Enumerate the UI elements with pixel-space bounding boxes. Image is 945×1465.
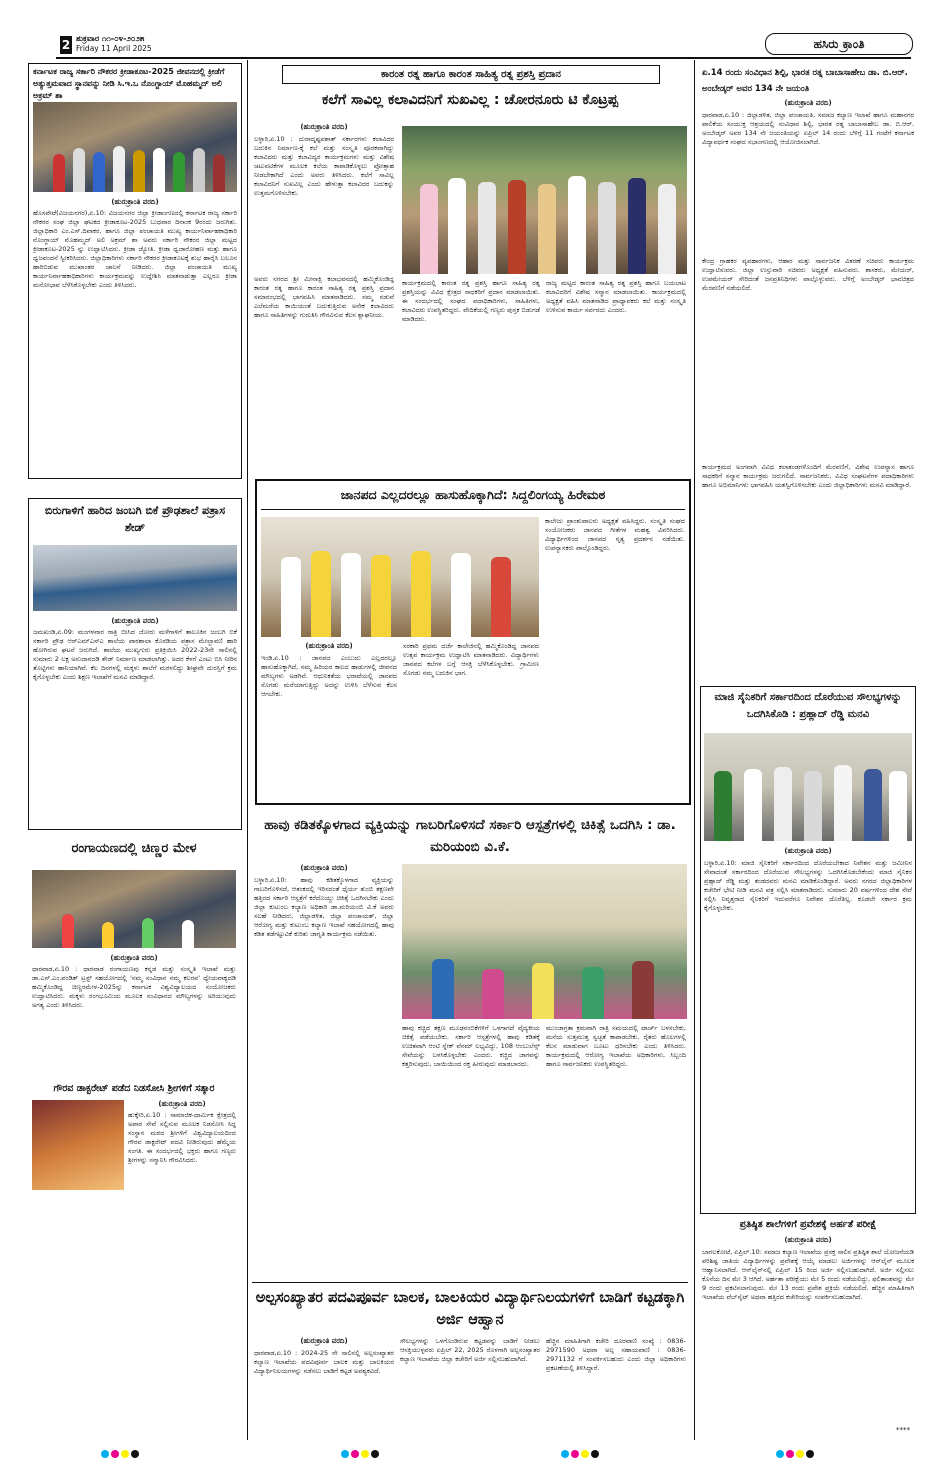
center-divider xyxy=(252,1282,688,1283)
headline-rule xyxy=(261,509,685,510)
cyan-mark xyxy=(561,1450,569,1458)
credit: (ಹುರುಕ್ರಾಂತಿ ವರದಿ) xyxy=(111,617,159,625)
body-4: ರಾಜ್ಯ ಮಟ್ಟದ ಕಾರಂತ ಸಾಹಿತ್ಯ ರತ್ನ ಪ್ರಶಸ್ತಿ ಹಾಗೂ ಬಯಲಾಟ ಕಲಾವಿದರಿಗೆ ವಿಶೇಷ ಸನ್ಮಾನ ಮಾಡಲಾಯಿತು. ಕಾರ್ಯಕ್ರಮದಲ್ಲಿ ಅಧ್ಯಕ್ಷತೆ ವಹಿಸಿ ಮಾತನಾಡಿದ ಪ್ರಾಧ್ಯಾಪಕರು ಕಲೆ ಮತ್ತು ಸಂಸ್ಕೃತಿ ಉಳಿಸುವ ಕಾರ್ಯ ಸರ್ವರದು ಎಂದರು. xyxy=(546,279,686,314)
article-snake-bite xyxy=(252,812,688,1282)
magenta-mark xyxy=(111,1450,119,1458)
credit: (ಹುರುಕ್ರಾಂತಿ ವರದಿ) xyxy=(158,1100,206,1108)
credit: (ಹುರುಕ್ರಾಂತಿ ವರದಿ) xyxy=(300,123,348,131)
photo-damaged-shed xyxy=(33,545,237,611)
body-1: ಇಂಡಿ,ಏ.10 : ಜಾನಪದ ಎಂಬುದು ಎಲ್ಲದರಲ್ಲೂ ಹಾಸುಹೊಕ್ಕಾಗಿದೆ, ನಮ್ಮ ಹಿರಿಯರ ಕಾಲದ ಹಾಡುಗಳಲ್ಲಿ ಜೀವನದ ಮೌಲ್ಯಗಳು ಅಡಗಿವೆ. ಆಧುನಿಕತೆಯ ಭರಾಟೆಯಲ್ಲಿ ಜಾನಪದ ಸೊಗಡು ಮರೆಯಾಗುತ್ತಿದ್ದು ಅದನ್ನು ಉಳಿಸಿ ಬೆಳೆಸುವ ಕೆಲಸ ಆಗಬೇಕು. xyxy=(261,654,397,698)
end-mark: **** xyxy=(896,1426,910,1434)
headline: ಮಾಜಿ ಸೈನಿಕರಿಗೆ ಸರ್ಕಾರದಿಂದ ದೊರೆಯುವ ಸೌಲಭ್ಯಗಳನ್ನು ಒದಗಿಸಿಕೊಡಿ : ಪ್ರಹ್ಲಾದ್ ರೆಡ್ಡಿ ಮನವಿ xyxy=(714,692,902,720)
body-3: ಹೆಚ್ಚಿನ ಮಾಹಿತಿಗಾಗಿ ಕಚೇರಿ ದೂರವಾಣಿ ಸಂಖ್ಯೆ : 0836-2971590 ಅಥವಾ ಅಲ್ಪ ಸಹಾಯವಾಣಿ : 0836-2971132 ಗೆ ಸಂಪರ್ಕಿಸಬಹುದು ಎಂದು ಜಿಲ್ಲಾ ಅಧಿಕಾರಿಗಳು ಪ್ರಕಟಣೆಯಲ್ಲಿ ತಿಳಿಸಿದ್ದಾರೆ. xyxy=(546,1337,686,1372)
date-english: Friday 11 April 2025 xyxy=(76,44,152,53)
column-rule-right xyxy=(694,60,695,1440)
article-ex-servicemen xyxy=(700,686,916,1214)
yellow-mark xyxy=(121,1450,129,1458)
body: ಬಾಗಲಕೋಟೆ, ಏಪ್ರಿಲ್.10: ಸಮಾಜ ಕಲ್ಯಾಣ ಇಲಾಖೆಯ ಪ್ರಸಕ್ತ ಸಾಲಿನ ಪ್ರತಿಷ್ಠಿತ ಶಾಲೆ ಯೋಜನೆಯಡಿ ಪರಿಶಿಷ್ಟ ಜಾತಿಯ ವಿದ್ಯಾರ್ಥಿಗಳನ್ನು ಪ್ರವೇಶಕ್ಕೆ ಆಯ್ಕೆ ಮಾಡಲು ಅರ್ಜಿಗಳನ್ನು ಆನ್‌ಲೈನ್ ಮೂಲಕ ಆಹ್ವಾನಿಸಲಾಗಿದೆ. ಆನ್‌ಲೈನ್‌ನಲ್ಲಿ ಏಪ್ರಿಲ್ 15 ರಿಂದ ಅರ್ಜಿ ಸಲ್ಲಿಸಬಹುದಾಗಿದೆ. ಅರ್ಜಿ ಸಲ್ಲಿಸಲು ಕೊನೆಯ ದಿನ ಮೇ 3 ಆಗಿದೆ. ಅರ್ಹತಾ ಪರೀಕ್ಷೆಯು ಮೇ 5 ರಂದು ನಡೆಯಲಿದ್ದು, ಫಲಿತಾಂಶವನ್ನು ಮೇ 9 ರಂದು ಪ್ರಕಟಿಸಲಾಗುವುದು. ಮೇ 13 ರಂದು ಪ್ರವೇಶ ಪ್ರಕ್ರಿಯೆ ನಡೆಯಲಿದೆ. ಹೆಚ್ಚಿನ ಮಾಹಿತಿಗಾಗಿ ಇಲಾಖೆಯ ವೆಬ್‌ಸೈಟ್ ಅಥವಾ ಹತ್ತಿರದ ಕಚೇರಿಯನ್ನು ಸಂಪರ್ಕಿಸಬಹುದಾಗಿದೆ. xyxy=(702,1248,914,1301)
photo-award-stage xyxy=(402,126,687,274)
page-number: 2 xyxy=(61,38,71,52)
body-1: ಧಾರವಾಡ,ಏ.10 : ಜಿಲ್ಲಾಡಳಿತ, ಜಿಲ್ಲಾ ಪಂಚಾಯತಿ, ಸಮಾಜ ಕಲ್ಯಾಣ ಇಲಾಖೆ ಹಾಗೂ ಮಹಾನಗರ ಪಾಲಿಕೆಯ ಸಂಯುಕ್ತ ಆಶ್ರಯದಲ್ಲಿ ಸಂವಿಧಾನ ಶಿಲ್ಪಿ, ಭಾರತ ರತ್ನ ಬಾಬಾಸಾಹೇಬ ಡಾ. ಬಿ.ಆರ್. ಅಂಬೇಡ್ಕರ್ ಅವರ 134 ನೇ ಜಯಂತಿಯನ್ನು ಏಪ್ರಿಲ್ 14 ರಂದು ಬೆಳಿಗ್ಗೆ 11 ಗಂಟೆಗೆ ಕರ್ನಾಟಕ ವಿದ್ಯಾವರ್ಧಕ ಸಂಘದ ಸಭಾಂಗಣದಲ್ಲಿ ಆಯೋಜಿಸಲಾಗಿದೆ. xyxy=(702,111,914,146)
body-2: ಕೇಂದ್ರ ಗ್ರಾಹಕರ ವ್ಯವಹಾರಗಳು, ಆಹಾರ ಮತ್ತು ಸಾರ್ವಜನಿಕ ವಿತರಣೆ ಸಚಿವರು ಕಾರ್ಯಕ್ರಮ ಉದ್ಘಾಟಿಸುವರು. ಜಿಲ್ಲಾ ಉಸ್ತುವಾರಿ ಸಚಿವರು ಅಧ್ಯಕ್ಷತೆ ವಹಿಸುವರು. ಶಾಸಕರು, ಮೇಯರ್, ಉಪಮೇಯರ್ ಸೇರಿದಂತೆ ಜನಪ್ರತಿನಿಧಿಗಳು ಪಾಲ್ಗೊಳ್ಳುವರು. ಬೆಳಿಗ್ಗೆ ಅಂಬೇಡ್ಕರ್ ಭಾವಚಿತ್ರದ ಮೆರವಣಿಗೆ ನಡೆಯಲಿದೆ. xyxy=(702,257,914,292)
credit: (ಹುರುಕ್ರಾಂತಿ ವರದಿ) xyxy=(784,1236,832,1244)
credit: (ಹುರುಕ್ರಾಂತಿ ವರದಿ) xyxy=(784,99,832,107)
headline: ಕಲೆಗೆ ಸಾವಿಲ್ಲ ಕಲಾವಿದನಿಗೆ ಸುಖವಿಲ್ಲ : ಚೋರನೂರು ಟಿ ಕೊಟ್ರಪ್ಪ xyxy=(322,92,618,108)
article-sports-meet xyxy=(28,63,242,479)
registration-marks-center xyxy=(340,1443,400,1453)
black-mark xyxy=(591,1450,599,1458)
body-3: ಕಾಲೇಜು ಪ್ರಾಂಶುಪಾಲರು ಅಧ್ಯಕ್ಷತೆ ವಹಿಸಿದ್ದರು. ಸಂಸ್ಕೃತಿ ಸಂಘದ ಸಂಯೋಜಕರು ಜಾನಪದ ಗೀತೆಗಳ ಮಹತ್ವ ವಿವರಿಸಿದರು. ವಿದ್ಯಾರ್ಥಿಗಳಿಂದ ಜಾನಪದ ನೃತ್ಯ ಪ್ರದರ್ಶನ ನಡೆಯಿತು. ಉಪನ್ಯಾಸಕರು ಪಾಲ್ಗೊಂಡಿದ್ದರು. xyxy=(545,517,685,552)
masthead: ಹಸಿರು ಕ್ರಾಂತಿ xyxy=(765,33,913,55)
headline: ಹಾವು ಕಡಿತಕ್ಕೊಳಗಾದ ವ್ಯಕ್ತಿಯನ್ನು ಗಾಬರಿಗೊಳಿಸದೆ ಸರ್ಕಾರಿ ಆಸ್ಪತ್ರೆಗಳಲ್ಲಿ ಚಿಕಿತ್ಸೆ ಒದಗಿಸಿ : ಡಾ. ಮರಿಯಂಬಿ ವಿ.ಕೆ. xyxy=(264,817,676,855)
date-kannada: ಶುಕ್ರವಾರ ೧೧-೦೪-೨೦೨೫ xyxy=(76,34,145,43)
yellow-mark xyxy=(796,1450,804,1458)
header-rule xyxy=(56,57,911,59)
yellow-mark xyxy=(581,1450,589,1458)
credit: (ಹುರುಕ್ರಾಂತಿ ವರದಿ) xyxy=(300,1337,348,1345)
article-childrens-fair xyxy=(28,838,240,1076)
article-doctorate xyxy=(28,1080,240,1440)
black-mark xyxy=(371,1450,379,1458)
magenta-mark xyxy=(786,1450,794,1458)
registration-marks-left xyxy=(100,1443,160,1453)
body-2: ಅವರು ನಗರದ ಶ್ರೀ ಮೀನಾಕ್ಷಿ ಕಲಾಭವನದಲ್ಲಿ ಹಮ್ಮಿಕೊಂಡಿದ್ದ ಕಾರಂತ ರತ್ನ ಹಾಗೂ ಕಾರಂತ ಸಾಹಿತ್ಯ ರತ್ನ ಪ್ರಶಸ್ತಿ ಪ್ರದಾನ ಸಮಾರಂಭದಲ್ಲಿ ಭಾಗವಹಿಸಿ ಮಾತನಾಡಿದರು. ನಮ್ಮ ನಡುವೆ ಎಲೆಮರೆಯ ಕಾಯಿಯಂತೆ ಬದುಕುತ್ತಿರುವ ಅನೇಕ ಕಲಾವಿದರು ಹಾಗೂ ಸಾಹಿತಿಗಳನ್ನು ಗುರುತಿಸಿ ಗೌರವಿಸುವ ಕೆಲಸ ಶ್ಲಾಘನೀಯ. xyxy=(254,275,394,319)
magenta-mark xyxy=(571,1450,579,1458)
article-hostel-rental xyxy=(252,1287,688,1440)
body-2: ಸೌಲಭ್ಯಗಳನ್ನು ಒಳಗೊಂಡಿರುವ ಕಟ್ಟಡವನ್ನು ಬಾಡಿಗೆ ನೀಡಲು ಆಸಕ್ತಿಯುಳ್ಳವರು ಏಪ್ರಿಲ್ 22, 2025 ರೊಳಗಾಗಿ ಅಲ್ಪಸಂಖ್ಯಾತರ ಕಲ್ಯಾಣ ಇಲಾಖೆಯ ಜಿಲ್ಲಾ ಕಚೇರಿಗೆ ಅರ್ಜಿ ಸಲ್ಲಿಸಬಹುದಾಗಿದೆ. xyxy=(400,1337,540,1363)
black-mark xyxy=(131,1450,139,1458)
headline: ಅಲ್ಪಸಂಖ್ಯಾತರ ಪದವಿಪೂರ್ವ ಬಾಲಕ, ಬಾಲಕಿಯರ ವಿದ್ಯಾರ್ಥಿನಿಲಯಗಳಿಗೆ ಬಾಡಿಗೆ ಕಟ್ಟಡಕ್ಕಾಗಿ ಅರ್ಜಿ ಆಹ್ವಾನ xyxy=(255,1290,685,1328)
body-2: ಹಾವು ಕಚ್ಚಿದ ತಕ್ಷಣ ಮೂಢನಂಬಿಕೆಗಳಿಗೆ ಒಳಗಾಗದೆ ವೈದ್ಯಕೀಯ ಚಿಕಿತ್ಸೆ ಪಡೆಯಬೇಕು. ಸರ್ಕಾರಿ ಆಸ್ಪತ್ರೆಗಳಲ್ಲಿ ಹಾವು ಕಡಿತಕ್ಕೆ ಉಚಿತವಾಗಿ ಆಂಟಿ ಸ್ನೇಕ್ ವೆನಮ್ ಲಭ್ಯವಿದ್ದು, 108 ಆಂಬುಲೆನ್ಸ್ ಸೇವೆಯನ್ನು ಬಳಸಿಕೊಳ್ಳಬೇಕು ಎಂದರು. ಕಚ್ಚಿದ ಜಾಗವನ್ನು ಕತ್ತರಿಸುವುದು, ಬಾಯಿಯಿಂದ ರಕ್ತ ಹೀರುವುದು ಮಾಡಬಾರದು. xyxy=(402,1024,540,1068)
headline: ರಂಗಾಯಣದಲ್ಲಿ ಚಿಣ್ಣರ ಮೇಳ xyxy=(71,841,197,856)
page-header xyxy=(56,33,911,57)
kicker: ಕಾರಂತ ರತ್ನ ಹಾಗೂ ಕಾರಂತ ಸಾಹಿತ್ಯ ರತ್ನ ಪ್ರಶಸ್ತಿ ಪ್ರದಾನ xyxy=(282,65,660,84)
body-3: ಕಾರ್ಯಕ್ರಮದಲ್ಲಿ ಕಾರಂತ ರತ್ನ ಪ್ರಶಸ್ತಿ ಹಾಗೂ ಸಾಹಿತ್ಯ ರತ್ನ ಪ್ರಶಸ್ತಿಯನ್ನು ವಿವಿಧ ಕ್ಷೇತ್ರದ ಸಾಧಕರಿಗೆ ಪ್ರದಾನ ಮಾಡಲಾಯಿತು. ಈ ಸಂದರ್ಭದಲ್ಲಿ ಸಂಘದ ಪದಾಧಿಕಾರಿಗಳು, ಸಾಹಿತಿಗಳು, ಕಲಾವಿದರು ಉಪಸ್ಥಿತರಿದ್ದರು. ವೇದಿಕೆಯಲ್ಲಿ ಗಣ್ಯರು ಪುಸ್ತಕ ಬಿಡುಗಡೆ ಮಾಡಿದರು. xyxy=(402,279,540,323)
column-rule-left xyxy=(247,60,248,1440)
black-mark xyxy=(806,1450,814,1458)
credit: (ಹುರುಕ್ರಾಂತಿ ವರದಿ) xyxy=(111,198,159,206)
credit: (ಹುರುಕ್ರಾಂತಿ ವರದಿ) xyxy=(305,642,353,650)
body: ಬಳ್ಳಾರಿ,ಏ.10: ಮಾಜಿ ಸೈನಿಕರಿಗೆ ಸರ್ಕಾರದಿಂದ ದೊರೆಯಬೇಕಾದ ನಿವೇಶನ ಮತ್ತು ಜಮೀನಿನ ಸೇವಾದಂತೆ ಸರ್ಕಾರದಿಂದ ದೊರೆಯುವ ಸೌಲಭ್ಯಗಳನ್ನು ಒದಗಿಸಿಕೊಡಬೇಕೆಂದು ಮಾಜಿ ಸೈನಿಕರ ಪ್ರಹ್ಲಾದ್ ರೆಡ್ಡಿ ಮತ್ತು ತಂಡದವರು ಮನವಿ ಮಾಡಿಕೊಂಡಿದ್ದಾರೆ. ಅವರು ನಗರದ ಜಿಲ್ಲಾಧಿಕಾರಿಗಳ ಕಚೇರಿಗೆ ಭೇಟಿ ನೀಡಿ ಮನವಿ ಪತ್ರ ಸಲ್ಲಿಸಿ ಮಾತನಾಡಿದರು. ಸುಮಾರು 20 ವರ್ಷಗಳಿಂದ ದೇಶ ಸೇವೆ ಸಲ್ಲಿಸಿ ನಿವೃತ್ತರಾದ ಸೈನಿಕರಿಗೆ ಇದುವರೆಗೂ ನಿವೇಶನ ದೊರೆತಿಲ್ಲ. ಕೂಡಲೇ ಸರ್ಕಾರ ಕ್ರಮ ಕೈಗೊಳ್ಳಬೇಕು. xyxy=(704,859,912,912)
article-ambedkar-jayanti xyxy=(700,63,916,685)
registration-marks-mid-right xyxy=(560,1443,620,1453)
article-school-shed xyxy=(28,498,242,830)
body: ಜಮಖಂಡಿ,ಏ.09: ಮಂಗಳವಾರ ರಾತ್ರಿ ಬೀಸಿದ ಜೋರು ಮಳೆಗಾಳಿಗೆ ತಾಲೂಕಿನ ಜಂಬಗಿ ಬಿಕೆ ಸರ್ಕಾರಿ ಪ್ರೌಢ ಆರ್‌ಎಮ್‌ಎಸ್‌ಎ ಶಾಲೆಯ ಪಾಠಶಾಲಾ ಕೊಠಡಿಯ ಪತ್ರಾಸ ಮೇಲ್ಛಾವಣಿ ಹಾರಿ ಹೋಗಿರುವ ಘಟನೆ ಜರುಗಿದೆ. ಶಾಲೆಯ ಮುಖ್ಯಗುರು ಪ್ರತಿಕ್ರಿಯಿಸಿ 2022-23ನೇ ಸಾಲಿನಲ್ಲಿ ಸುಮಾರು 2 ಲಕ್ಷ ಅನುದಾನದಡಿ ಶೇಡ್ ನಿರ್ಮಾಣ ಮಾಡಲಾಗಿತ್ತು. ಅದರ ಕೆಳಗೆ ಎಂಟು ಬಿಸಿ ನೀರಿನ ತೊಟ್ಟಿಗಳು ಹಾನಿಯಾಗಿವೆ. ಕೆಲ ದಿನಗಳಲ್ಲಿ ಮಕ್ಕಳು ಶಾಲೆಗೆ ಮರಳಲಿದ್ದು ಶೀಘ್ರವೇ ದುರಸ್ತಿಗೆ ಕ್ರಮ ಕೈಗೊಳ್ಳಬೇಕು ಎಂದು ಶಿಕ್ಷಣ ಇಲಾಖೆಗೆ ಮನವಿ ಮಾಡಿದ್ದಾರೆ. xyxy=(33,628,237,681)
body-3: ಕಾರ್ಯಕ್ರಮದ ಅಂಗವಾಗಿ ವಿವಿಧ ಕಲಾತಂಡಗಳೊಂದಿಗೆ ಮೆರವಣಿಗೆ, ವಿಶೇಷ ಉಪನ್ಯಾಸ ಹಾಗೂ ಸಾಧಕರಿಗೆ ಸನ್ಮಾನ ಕಾರ್ಯಕ್ರಮ ಜರುಗಲಿದೆ. ಸಾರ್ವಜನಿಕರು, ವಿವಿಧ ಸಂಘಟನೆಗಳ ಪದಾಧಿಕಾರಿಗಳು ಹಾಗೂ ಅಭಿಮಾನಿಗಳು ಭಾಗವಹಿಸಿ ಯಶಸ್ವಿಗೊಳಿಸಬೇಕು ಎಂದು ಜಿಲ್ಲಾಧಿಕಾರಿಗಳು ಮನವಿ ಮಾಡಿದ್ದಾರೆ. xyxy=(702,463,914,489)
body-1: ಬಳ್ಳಾರಿ,ಏ.10: ಹಾವು ಕಡಿತಕ್ಕೊಳಗಾದ ವ್ಯಕ್ತಿಯನ್ನು ಗಾಬರಿಗೊಳಿಸದೆ, ಆತಂಕದಲ್ಲಿ ಇರಿಸದಂತೆ ಧೈರ್ಯ ತುಂಬಿ ತಕ್ಷಣವೇ ಹತ್ತಿರದ ಸರ್ಕಾರಿ ಆಸ್ಪತ್ರೆಗೆ ಕರೆದೊಯ್ದು ಚಿಕಿತ್ಸೆ ಒದಗಿಸಬೇಕು ಎಂದು ಜಿಲ್ಲಾ ಕುಟುಂಬ ಕಲ್ಯಾಣ ಅಧಿಕಾರಿ ಡಾ.ಮರಿಯಂಬಿ ವಿ.ಕೆ ಅವರು ಸಲಹೆ ನೀಡಿದರು. ಜಿಲ್ಲಾಡಳಿತ, ಜಿಲ್ಲಾ ಪಂಚಾಯತ್, ಜಿಲ್ಲಾ ಆರೋಗ್ಯ ಮತ್ತು ಕುಟುಂಬ ಕಲ್ಯಾಣ ಇಲಾಖೆ ಸಹಯೋಗದಲ್ಲಿ ಹಾವು ಕಡಿತ ತಡೆಗಟ್ಟುವಿಕೆ ಕುರಿತು ಜಾಗೃತಿ ಕಾರ್ಯಕ್ರಮ ನಡೆಯಿತು. xyxy=(254,876,394,938)
body: ಹುಕ್ಕೇರಿ,ಏ.10 : ಸಾಮಾಜಿಕ-ಧಾರ್ಮಿಕ ಕ್ಷೇತ್ರದಲ್ಲಿ ಅಪಾರ ಸೇವೆ ಸಲ್ಲಿಸುವ ಮೂಲಕ ನಿಡಸೋಸಿ ಸಿದ್ಧ ಸಂಸ್ಥಾನ ಮಠದ ಶ್ರೀಗಳಿಗೆ ವಿಶ್ವವಿದ್ಯಾಲಯದಿಂದ ಗೌರವ ಡಾಕ್ಟರೇಟ್ ಪದವಿ ನೀಡಿರುವುದು ಹೆಮ್ಮೆಯ ಸಂಗತಿ. ಈ ಸಂದರ್ಭದಲ್ಲಿ ಭಕ್ತರು ಹಾಗೂ ಗಣ್ಯರು ಶ್ರೀಗಳನ್ನು ಸನ್ಮಾನಿಸಿ ಗೌರವಿಸಿದರು. xyxy=(128,1111,236,1164)
body-2: ಸರಕಾರಿ ಪ್ರಥಮ ದರ್ಜೆ ಕಾಲೇಜಿನಲ್ಲಿ ಹಮ್ಮಿಕೊಂಡಿದ್ದ ಜಾನಪದ ಉತ್ಸವ ಕಾರ್ಯಕ್ರಮ ಉದ್ಘಾಟಿಸಿ ಮಾತನಾಡಿದರು. ವಿದ್ಯಾರ್ಥಿಗಳು ಜಾನಪದ ಕಲೆಗಳ ಬಗ್ಗೆ ಆಸಕ್ತಿ ಬೆಳೆಸಿಕೊಳ್ಳಬೇಕು. ಗ್ರಾಮೀಣ ಸೊಗಡು ನಮ್ಮ ಬದುಕಿನ ಭಾಗ. xyxy=(403,642,539,677)
credit: (ಹುರುಕ್ರಾಂತಿ ವರದಿ) xyxy=(110,954,158,962)
article-karantha-award xyxy=(252,63,688,476)
credit: (ಹುರುಕ್ರಾಂತಿ ವರದಿ) xyxy=(300,864,348,872)
headline: ಪ್ರತಿಷ್ಠಿತ ಶಾಲೆಗಳಿಗೆ ಪ್ರವೇಶಕ್ಕೆ ಅರ್ಹತೆ ಪರೀಕ್ಷೆ xyxy=(739,1219,877,1230)
photo-awareness-meeting xyxy=(402,864,687,1019)
photo-ex-servicemen-memorandum xyxy=(704,733,912,841)
cyan-mark xyxy=(341,1450,349,1458)
body-3: ಮುಂಜಾಗ್ರತಾ ಕ್ರಮವಾಗಿ ರಾತ್ರಿ ಸಮಯದಲ್ಲಿ ಟಾರ್ಚ್ ಬಳಸಬೇಕು, ಮನೆಯ ಸುತ್ತಮುತ್ತ ಸ್ವಚ್ಛತೆ ಕಾಪಾಡಬೇಕು. ರೈತರು ಹೊಲಗಳಲ್ಲಿ ಕೆಲಸ ಮಾಡುವಾಗ ಬೂಟು ಧರಿಸಬೇಕು ಎಂದು ತಿಳಿಸಿದರು. ಕಾರ್ಯಕ್ರಮದಲ್ಲಿ ಆರೋಗ್ಯ ಇಲಾಖೆಯ ಅಧಿಕಾರಿಗಳು, ಸಿಬ್ಬಂದಿ ಹಾಗೂ ಸಾರ್ವಜನಿಕರು ಉಪಸ್ಥಿತರಿದ್ದರು. xyxy=(546,1024,686,1068)
registration-marks-right xyxy=(775,1443,835,1453)
photo-sports-meet xyxy=(33,102,237,192)
headline: ಏ.14 ರಂದು ಸಂವಿಧಾನ ಶಿಲ್ಪಿ, ಭಾರತ ರತ್ನ ಬಾಬಾಸಾಹೇಬ ಡಾ. ಬಿ.ಆರ್. ಅಂಬೇಡ್ಕರ್ ಅವರ 134 ನೇ ಜಯಂತಿ xyxy=(702,68,908,94)
cyan-mark xyxy=(776,1450,784,1458)
photo-seer-felicitation xyxy=(32,1100,124,1190)
headline: ಬಿರುಗಾಳಿಗೆ ಹಾರಿದ ಜಂಬಗಿ ಬಿಕೆ ಪ್ರೌಢಶಾಲೆ ಪತ್ರಾಸ ಶೇಡ್ xyxy=(44,504,226,534)
magenta-mark xyxy=(351,1450,359,1458)
headline: ಗೌರವ ಡಾಕ್ಟರೇಟ್ ಪಡೆದ ನಿಡಸೋಸಿ ಶ್ರೀಗಳಿಗೆ ಸತ್ಕಾರ xyxy=(53,1083,215,1094)
article-folk-festival xyxy=(255,479,691,805)
photo-folk-festival xyxy=(261,517,539,637)
photo-children-drum xyxy=(32,870,236,948)
yellow-mark xyxy=(361,1450,369,1458)
body-1: ಬಳ್ಳಾರಿ,ಏ.10 : ದುರಾದೃಷ್ಟವಶಾತ್ ಸರ್ಕಾರಗಳು ಕಲಾವಿದರ ಬದುಕಿನ ನಿರ್ಮಾಣ-ಕ್ಕೆ ಕಲೆ ಮತ್ತು ಸಂಸ್ಕೃತಿ ಪೂರಕವಾಗಿದ್ದು ಕಲಾವಿದರು ಮತ್ತು ಕಲಾವಿದ್ಯರ ಕಾರ್ಯಕ್ರಮಗಳು ಮತ್ತು ವಿಶೇಷ ಚಟುವಟಿಕೆಗಳ ಮೂಲಕ ಕಲೆಯ ಕಾಪಾಡಿಕೊಳ್ಳಲು ಪ್ರೋತ್ಸಾಹ ನೀಡಬೇಕಾಗಿದೆ ಎಂದು ಅವರು ತಿಳಿಸಿದರು. ಕಲೆಗೆ ಸಾವಿಲ್ಲ ಕಲಾವಿದನಿಗೆ ಸುಖವಿಲ್ಲ ಎಂದು ಹೇಳುತ್ತಾ ಕಲಾವಿದರ ಬದುಕನ್ನು ಉತ್ತಮಗೊಳಿಸಬೇಕು. xyxy=(254,135,394,197)
body: ಹೊಸಪೇಟೆ(ವಿಜಯನಗರ),ಏ.10: ವಿಜಯನಗರ ಜಿಲ್ಲಾ ಕ್ರೀಡಾಂಗಣದಲ್ಲಿ ಕರ್ನಾಟಕ ರಾಜ್ಯ ಸರ್ಕಾರಿ ನೌಕರರ ಸಂಘ ಜಿಲ್ಲಾ ಘಟಕದ ಕ್ರೀಡಾಕೂಟ-2025 ಬುಧವಾರ ದಿನಾಂಕ 9ರಂದು ಜರುಗಿತು. ಜಿಲ್ಲಾಧಿಕಾರಿ ಎಂ.ಎಸ್.ದಿವಾಕರ, ಹಾಗೂ ಜಿಲ್ಲಾ ಪಂಚಾಯತಿ ಮುಖ್ಯ ಕಾರ್ಯನಿರ್ವಾಹಕಾಧಿಕಾರಿ ನೊಂಗ್ಜಾಯ್ ಮೊಹಮ್ಮದ್ ಅಲಿ ಅಕ್ರಮ್ ಶಾ ಅವರು ಸರ್ಕಾರಿ ನೌಕರರ ಜಿಲ್ಲಾ ಮಟ್ಟದ ಕ್ರೀಡಾಕೂಟ-2025 ನ್ನು ಉದ್ಘಾಟಿಸಿದರು. ಕ್ರೀಡಾ ಜ್ಯೋತಿ. ಕ್ರೀಡಾ ಧ್ವಜಾರೋಹಣ ಮತ್ತು ಹಾಗೂ ಧ್ವಜವಂದನೆ ಸ್ವೀಕರಿಸಿದರು. ಜಿಲ್ಲಾಧಿಕಾರಿಗಳು ಸರ್ಕಾರಿ ನೌಕರರ ಕ್ರೀಡಾಕೂಟಕ್ಕೆ ಶುಭ ಹಾರೈಸಿ ಬಲೂನ ಹಾರಿಬಿಡುವ ಮುಖಾಂತರ ಚಾಲನೆ ನೀಡಿದರು. ಜಿಲ್ಲಾ ಪಂಚಾಯತಿ ಮುಖ್ಯ ಕಾರ್ಯನಿರ್ವಾಹಕಾಧಿಕಾರಿಗಳು ಕಾರ್ಯಕ್ರಮವನ್ನು ಉದ್ದೇಶಿಸಿ ಮಾತನಾಡುತ್ತಾ ಎಲ್ಲರೂ ಕ್ರೀಡಾ ಮನೋಭಾವ ಬೆಳೆಸಿಕೊಳ್ಳಬೇಕು ಎಂದು ತಿಳಿಸಿದರು. xyxy=(33,209,237,289)
article-entrance-exam xyxy=(700,1216,916,1440)
credit: (ಹುರುಕ್ರಾಂತಿ ವರದಿ) xyxy=(784,847,832,855)
body-1: ಧಾರವಾಡ,ಏ.10 : 2024-25 ನೇ ಸಾಲಿನಲ್ಲಿ ಅಲ್ಪಸಂಖ್ಯಾತರ ಕಲ್ಯಾಣ ಇಲಾಖೆಯ ಪದವಿಪೂರ್ವ ಬಾಲಕ ಮತ್ತು ಬಾಲಕಿಯರ ವಿದ್ಯಾರ್ಥಿನಿಲಯಗಳನ್ನು ನಡೆಸಲು ಬಾಡಿಗೆ ಕಟ್ಟಡ ಅವಶ್ಯಕವಿದೆ. xyxy=(254,1349,394,1375)
headline: ಜಾನಪದ ಎಲ್ಲದರಲ್ಲೂ ಹಾಸುಹೊಕ್ಕಾಗಿದೆ: ಸಿದ್ದಲಿಂಗಯ್ಯ ಹಿರೇಮಠ xyxy=(340,487,606,502)
cyan-mark xyxy=(101,1450,109,1458)
headline: ಕರ್ನಾಟಕ ರಾಜ್ಯ ಸರ್ಕಾರಿ ನೌಕರರ ಕ್ರೀಡಾಕೂಟ-2025 ಜೀವನದಲ್ಲಿ ಕ್ರೀಡೆಗೆ ಅತ್ಯುತ್ತಮವಾದ ಸ್ಥಾನವನ್ನು ನೀಡಿ ಸಿ.ಇ.ಒ ನೊಂಗ್ಜಾಯ್ ಮೊಹಮ್ಮದ್ ಅಲಿ ಅಕ್ರಮ್ ಶಾ xyxy=(33,67,225,100)
body: ಧಾರವಾಡ,ಏ.10 : ಧಾರವಾಡ ರಂಗಾಯಣವು ಕನ್ನಡ ಮತ್ತು ಸಂಸ್ಕೃತಿ ಇಲಾಖೆ ಮತ್ತು ಡಾ.ಎಸ್.ಎಂ.ಪಂಡಿತ್ ಟ್ರಸ್ಟ್ ಸಹಯೋಗದಲ್ಲಿ 'ನಮ್ಮ ಸಂವಿಧಾನ ನಮ್ಮ ಕಲರವ' ಧ್ಯೇಯವಾಕ್ಯದಡಿ ಹಮ್ಮಿಕೊಂಡಿದ್ದ ಚಿಣ್ಣರಮೇಳ-2025ನ್ನು ಕರ್ನಾಟಕ ವಿಶ್ವವಿದ್ಯಾಲಯದ ಸಂಯೋಜಕರು ಉದ್ಘಾಟಿಸಿದರು. ಮಕ್ಕಳು ರಂಗಭೂಮಿಯ ಮೂಲಕ ಸಂವಿಧಾನದ ಮೌಲ್ಯಗಳನ್ನು ಅರಿಯುವುದು ಅಗತ್ಯ ಎಂದು ತಿಳಿಸಿದರು. xyxy=(32,965,236,1009)
